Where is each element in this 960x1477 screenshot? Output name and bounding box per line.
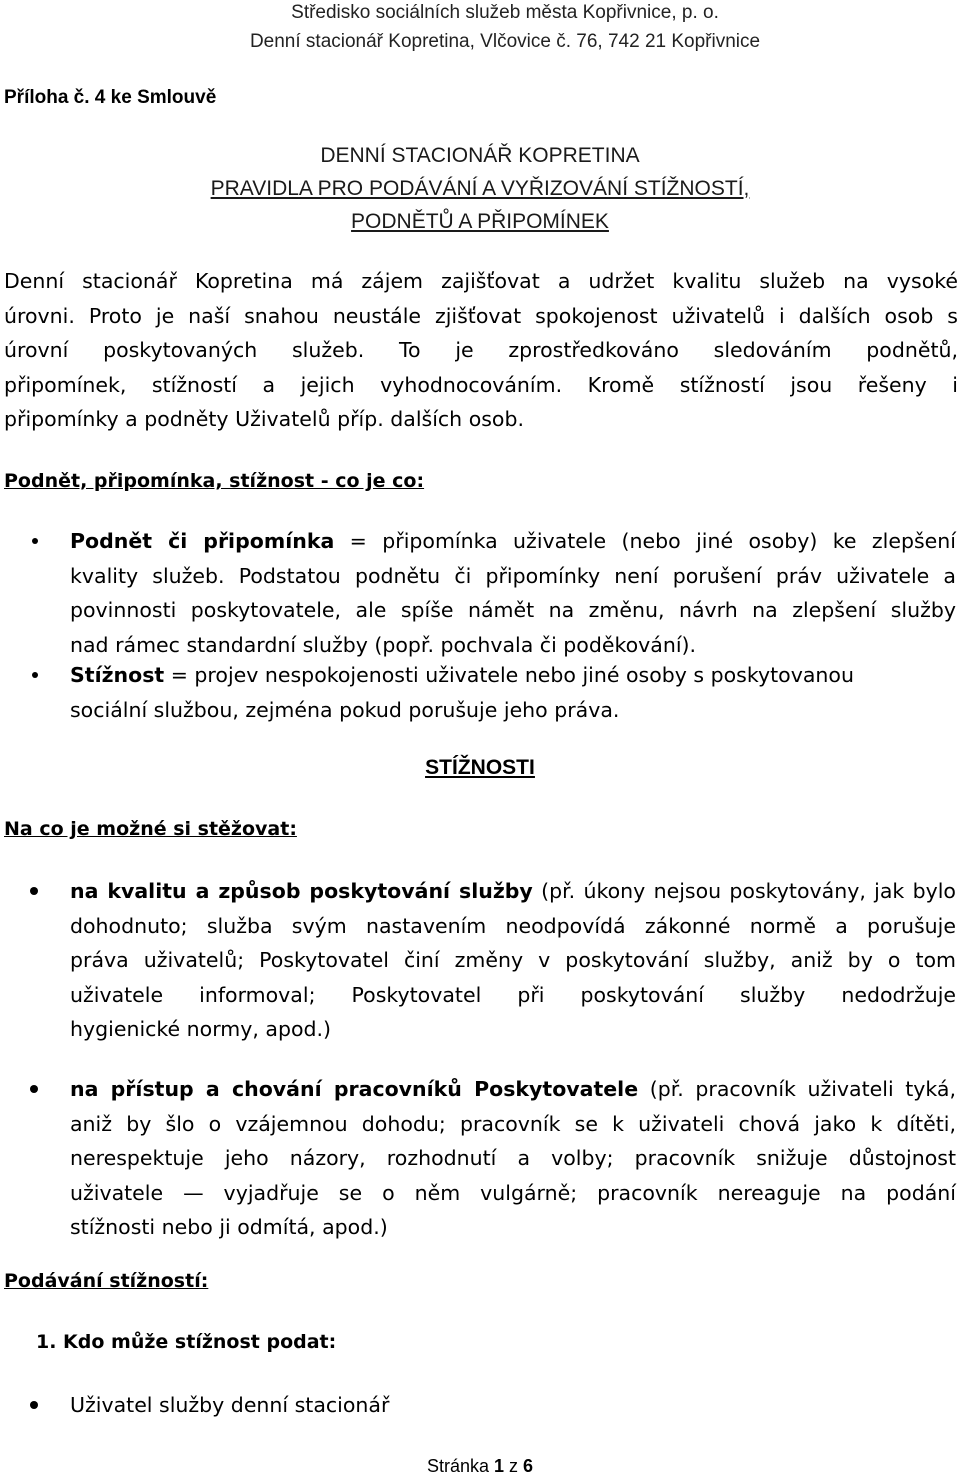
filing-step-1: 1. Kdo může stížnost podat: [36,1331,337,1353]
bullet-icon [30,1401,38,1409]
bullet-icon [32,538,38,544]
bullet-icon [30,1085,38,1093]
intro-line: úrovní poskytovaných služeb. To je zprostředkováno sledováním podnětů, [4,338,958,362]
definition-item-complaint: Stížnost = projev nespokojenosti uživatele nebo jiné osoby s poskytovanou sociální službou, zejména pokud porušuje jeho práva. [70,658,956,727]
annex-label: Příloha č. 4 ke Smlouvě [4,87,217,108]
intro-line: připomínek, stížností a jejich vyhodnocováním. Kromě stížností jsou řešeny i [4,372,958,397]
subject-term: na přístup a chování pracovníků Poskytovatele [70,1077,639,1101]
intro-paragraph [4,264,958,437]
definition-term: Stížnost [70,663,165,687]
intro-line: úrovni. Proto je naší snahou neustále zjišťovat spokojenost uživatelů i dalších osob s [4,303,958,328]
filing-who-item: Uživatel služby denní stacionář [70,1388,956,1423]
complaint-subject-staff: na přístup a chování pracovníků Poskytovatele (př. pracovník uživateli tyká, aniž by šlo o vzájemnou dohodu; pracovník se k uživateli chová jako k dítěti, nerespektuje jeho názory, rozhodnutí a volby; pracovník snižuje důstojnost uživatele — vyjadřuje se o něm vulgárně; pracovník nereaguje na podání stížnosti nebo ji odmítá, apod.) [70,1072,956,1245]
document-subtitle-line-2: PODNĚTŮ A PŘIPOMÍNEK [351,210,609,233]
complaint-subjects-heading: Na co je možné si stěžovat: [4,818,297,840]
intro-line: připomínky a podněty Uživatelů příp. dalších osob. [4,407,524,431]
bullet-icon [30,887,38,895]
definition-term: Podnět či připomínka [70,529,335,553]
header-address: Denní stacionář Kopretina, Vlčovice č. 76, 742 21 Kopřivnice [249,31,761,52]
definition-item-suggestion: Podnět či připomínka = připomínka uživatele (nebo jiné osoby) ke zlepšení kvality služeb. Podstatou podnětu či připomínky není porušení práv uživatele a povinnosti poskytovatele, ale spíše námět na změnu, návrh na zlepšení služby nad rámec standardní služby (popř. pochvala či poděkování). [70,524,956,662]
header-organization: Středisko sociálních služeb města Kopřivnice, p. o. [291,2,719,23]
subject-term: na kvalitu a způsob poskytování služby [70,879,533,903]
page-number: Stránka 1 z 6 [426,1456,534,1476]
bullet-icon [32,672,38,678]
complaints-heading: STÍŽNOSTI [425,756,535,779]
filing-heading: Podávání stížností: [4,1270,209,1292]
intro-line: Denní stacionář Kopretina má zájem zajišťovat a udržet kvalitu služeb na vysoké [4,269,958,293]
document-subtitle-line-1: PRAVIDLA PRO PODÁVÁNÍ A VYŘIZOVÁNÍ STÍŽNOSTÍ, [210,177,750,200]
definitions-heading: Podnět, připomínka, stížnost - co je co: [4,470,425,492]
complaint-subject-quality: na kvalitu a způsob poskytování služby (př. úkony nejsou poskytovány, jak bylo dohodnuto; služba svým nastavením neodpovídá zákonné normě a porušuje práva uživatelů; Poskytovatel činí změny v poskytování služby, aniž by o tom uživatele informoval; Poskytovatel při poskytování služby nedodržuje hygienické normy, apod.) [70,874,956,1047]
document-title: DENNÍ STACIONÁŘ KOPRETINA [320,144,640,167]
